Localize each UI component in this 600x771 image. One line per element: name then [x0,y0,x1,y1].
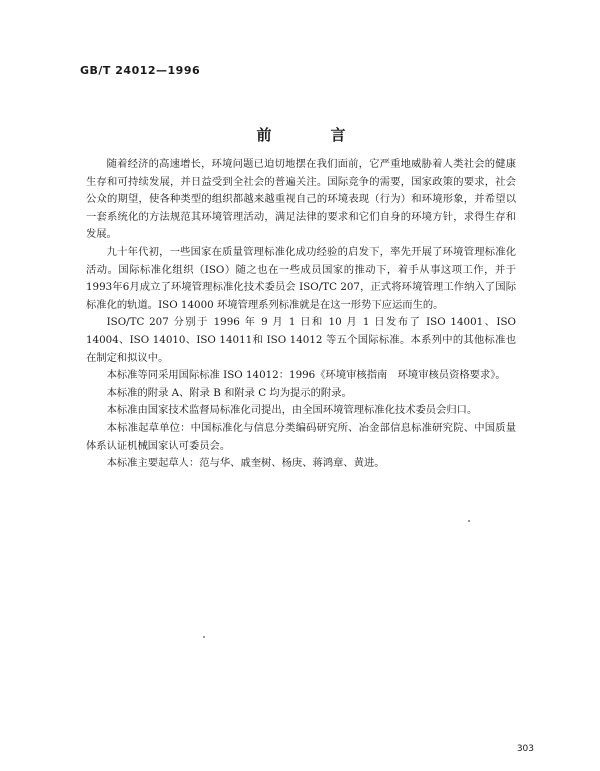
standard-code-header: GB/T 24012—1996 [80,64,201,77]
body-paragraph: 本标准由国家技术监督局标准化司提出，由全国环境管理标准化技术委员会归口。 [106,404,478,417]
body-paragraph: 随着经济的高速增长，环境问题已迫切地摆在我们面前，它严重地威胁着人类社会的健康生存和可持续发展，并日益受到全社会的普遍关注。国际竞争的需要，国家政策的要求，社会公众的期望，使各种类型的组织都越来越重视自己的环境表现（行为）和环境形象，并希望以一套系统化的方法规范其环境管理活动，满足法律的要求和它们自身的环境方针，求得生存和发展。 [86,158,516,241]
scan-speck [203,636,205,638]
body-paragraph: 本标准主要起草人：范与华、戚奎树、杨庚、蒋鸿章、黄进。 [106,457,385,470]
body-paragraph: 本标准等同采用国际标准 ISO 14012：1996《环境审核指南 环境审核员资格要求》。 [106,369,506,382]
body-paragraph: 九十年代初，一些国家在质量管理标准化成功经验的启发下，率先开展了环境管理标准化活动。国际标准化组织（ISO）随之也在一些成员国家的推动下，着手从事这项工作，并于1993年6月成立了环境管理标准化技术委员会 ISO/TC 207，正式将环境管理工作纳入了国际标准化的轨道。ISO 14000 环境管理系列标准就是在这一形势下应运而生的。 [86,245,516,311]
page-title: 前 言 [256,126,368,144]
page-number: 303 [516,744,534,754]
scan-speck [468,520,470,522]
body-paragraph: ISO/TC 207 分别于 1996 年 9 月 1 日和 10 月 1 日发布了 ISO 14001、ISO 14004、ISO 14010、ISO 14011和 ISO 14012 等五个国际标准。本系列中的其他标准也在制定和拟议中。 [86,316,516,364]
body-paragraph: 本标准起草单位：中国标准化与信息分类编码研究所、冶金部信息标准研究院、中国质量体系认证机械国家认可委员会。 [86,421,516,452]
document-body [86,156,516,473]
body-paragraph: 本标准的附录 A、附录 B 和附录 C 均为提示的附录。 [106,386,352,399]
